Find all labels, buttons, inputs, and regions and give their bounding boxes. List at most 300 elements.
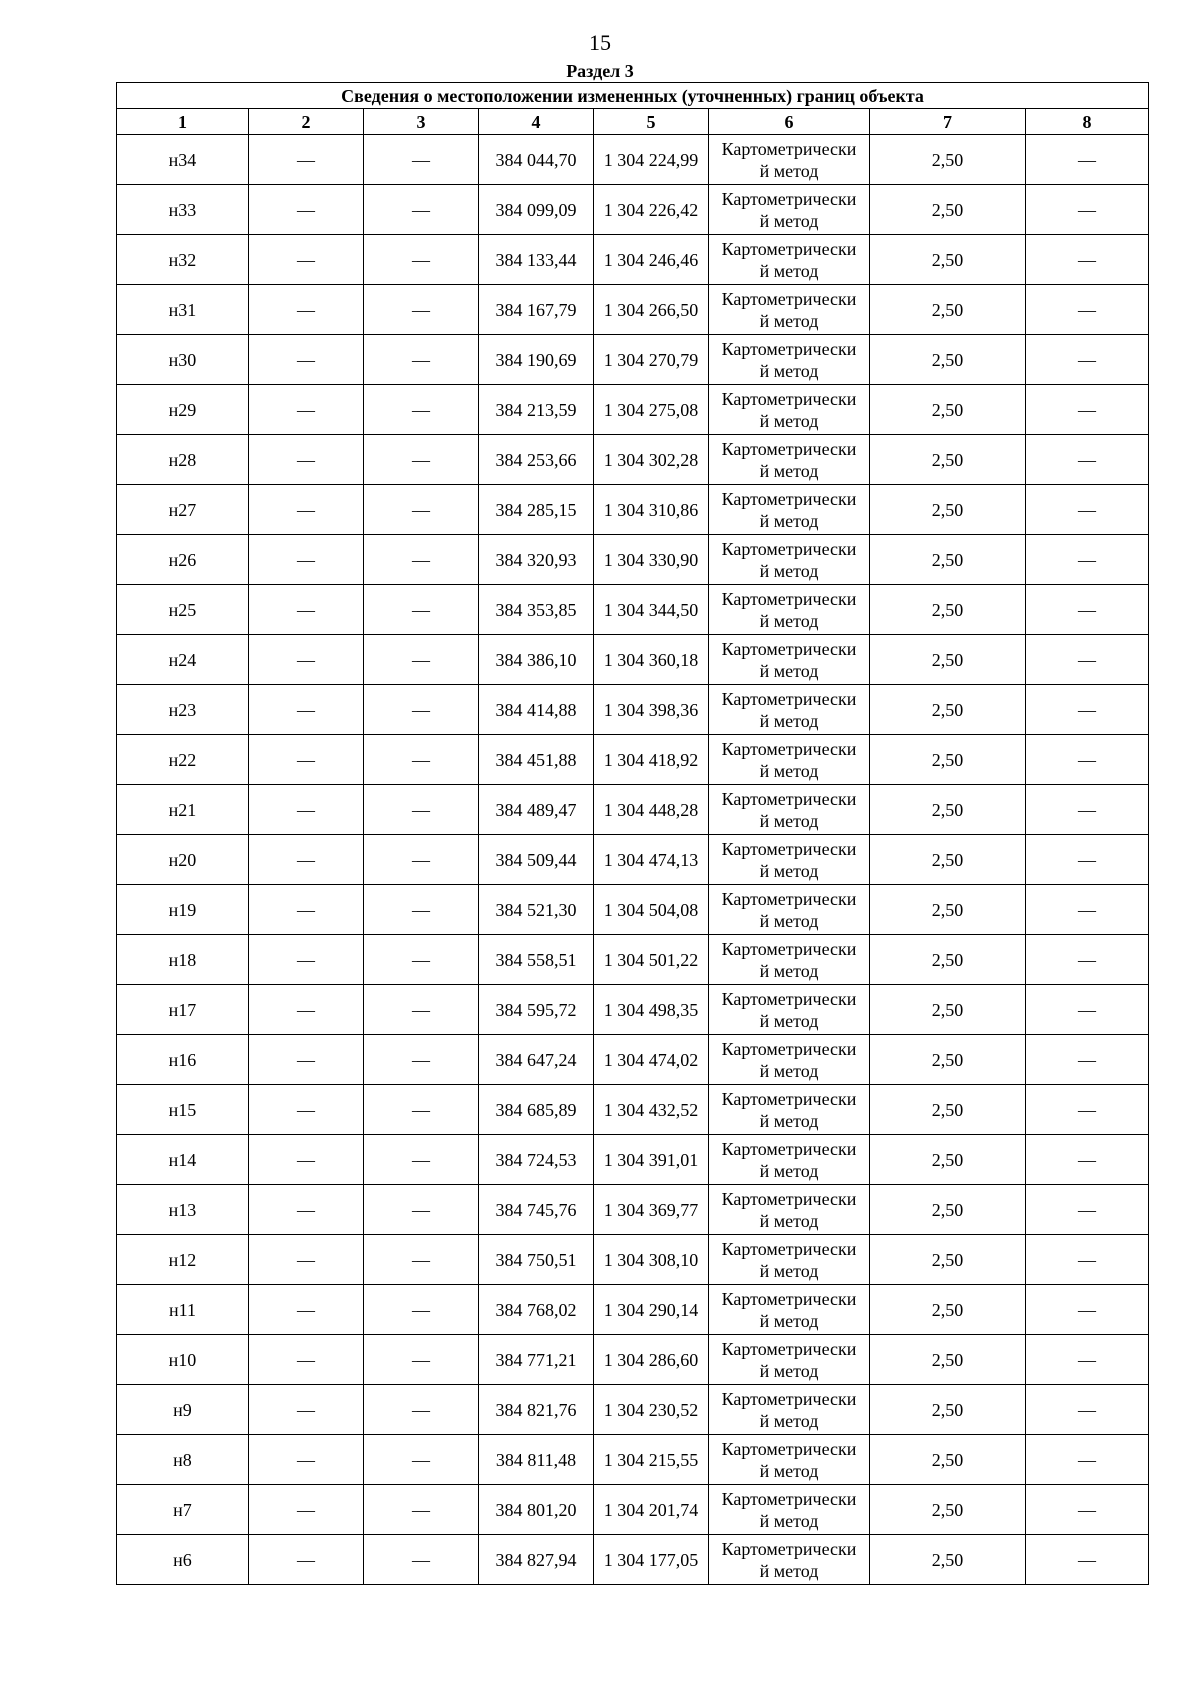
column-2-cell: — — [249, 635, 364, 685]
table-row — [117, 285, 1149, 335]
accuracy-cell: 2,50 — [870, 1385, 1026, 1435]
y-coordinate-cell: 1 304 418,92 — [594, 735, 709, 785]
accuracy-cell: 2,50 — [870, 735, 1026, 785]
y-coordinate-cell: 1 304 504,08 — [594, 885, 709, 935]
x-coordinate-cell: 384 827,94 — [479, 1535, 594, 1585]
x-coordinate-cell: 384 647,24 — [479, 1035, 594, 1085]
method-cell — [709, 635, 870, 685]
point-name-cell: н18 — [117, 935, 249, 985]
accuracy-cell: 2,50 — [870, 1535, 1026, 1585]
y-coordinate-cell: 1 304 398,36 — [594, 685, 709, 735]
method-cell — [709, 1185, 870, 1235]
point-name-cell: н31 — [117, 285, 249, 335]
method-text-line-1: Картометрически — [721, 1488, 857, 1509]
x-coordinate-cell: 384 451,88 — [479, 735, 594, 785]
column-3-cell: — — [364, 685, 479, 735]
column-2-cell: — — [249, 285, 364, 335]
method-text-line-2: й метод — [759, 460, 819, 481]
column-8-cell: — — [1026, 835, 1149, 885]
x-coordinate-cell: 384 386,10 — [479, 635, 594, 685]
method-text-line-1: Картометрически — [721, 238, 857, 259]
method-text-line-2: й метод — [759, 660, 819, 681]
section-title: Раздел 3 — [566, 61, 634, 81]
y-coordinate-cell: 1 304 201,74 — [594, 1485, 709, 1535]
column-2-cell: — — [249, 835, 364, 885]
y-coordinate-cell: 1 304 302,28 — [594, 435, 709, 485]
column-header: 2 — [249, 109, 364, 135]
method-text-line-2: й метод — [759, 560, 819, 581]
column-2-cell: — — [249, 985, 364, 1035]
column-8-cell: — — [1026, 435, 1149, 485]
method-cell — [709, 585, 870, 635]
column-3-cell: — — [364, 1185, 479, 1235]
table-row — [117, 1035, 1149, 1085]
method-text-line-2: й метод — [759, 810, 819, 831]
column-3-cell: — — [364, 635, 479, 685]
accuracy-cell: 2,50 — [870, 685, 1026, 735]
column-2-cell: — — [249, 535, 364, 585]
accuracy-cell: 2,50 — [870, 935, 1026, 985]
method-cell — [709, 835, 870, 885]
column-8-cell: — — [1026, 385, 1149, 435]
accuracy-cell: 2,50 — [870, 235, 1026, 285]
column-2-cell: — — [249, 135, 364, 185]
y-coordinate-cell: 1 304 360,18 — [594, 635, 709, 685]
column-3-cell: — — [364, 1235, 479, 1285]
accuracy-cell: 2,50 — [870, 1035, 1026, 1085]
method-text-line-1: Картометрически — [721, 588, 857, 609]
column-8-cell: — — [1026, 635, 1149, 685]
point-name-cell: н28 — [117, 435, 249, 485]
method-text-line-2: й метод — [759, 960, 819, 981]
method-text-line-2: й метод — [759, 1360, 819, 1381]
method-cell — [709, 385, 870, 435]
method-text-line-2: й метод — [759, 210, 819, 231]
method-cell — [709, 135, 870, 185]
column-8-cell: — — [1026, 285, 1149, 335]
point-name-cell: н32 — [117, 235, 249, 285]
accuracy-cell: 2,50 — [870, 1085, 1026, 1135]
x-coordinate-cell: 384 099,09 — [479, 185, 594, 235]
x-coordinate-cell: 384 811,48 — [479, 1435, 594, 1485]
column-2-cell: — — [249, 385, 364, 435]
x-coordinate-cell: 384 353,85 — [479, 585, 594, 635]
method-text-line-1: Картометрически — [721, 1038, 857, 1059]
method-cell — [709, 735, 870, 785]
column-3-cell: — — [364, 1435, 479, 1485]
point-name-cell: н9 — [117, 1385, 249, 1435]
x-coordinate-cell: 384 320,93 — [479, 535, 594, 585]
point-name-cell: н14 — [117, 1135, 249, 1185]
x-coordinate-cell: 384 190,69 — [479, 335, 594, 385]
column-header: 6 — [709, 109, 870, 135]
column-header: 3 — [364, 109, 479, 135]
table-row — [117, 1185, 1149, 1235]
column-8-cell: — — [1026, 235, 1149, 285]
column-3-cell: — — [364, 435, 479, 485]
method-cell — [709, 235, 870, 285]
column-8-cell: — — [1026, 1485, 1149, 1535]
column-8-cell: — — [1026, 1335, 1149, 1385]
x-coordinate-cell: 384 595,72 — [479, 985, 594, 1035]
column-2-cell: — — [249, 685, 364, 735]
y-coordinate-cell: 1 304 391,01 — [594, 1135, 709, 1185]
point-name-cell: н8 — [117, 1435, 249, 1485]
method-text-line-2: й метод — [759, 510, 819, 531]
column-8-cell: — — [1026, 885, 1149, 935]
column-header: 5 — [594, 109, 709, 135]
x-coordinate-cell: 384 167,79 — [479, 285, 594, 335]
column-3-cell: — — [364, 985, 479, 1035]
table-row — [117, 685, 1149, 735]
column-8-cell: — — [1026, 935, 1149, 985]
x-coordinate-cell: 384 724,53 — [479, 1135, 594, 1185]
column-2-cell: — — [249, 1485, 364, 1535]
x-coordinate-cell: 384 558,51 — [479, 935, 594, 985]
x-coordinate-cell: 384 044,70 — [479, 135, 594, 185]
method-text-line-1: Картометрически — [721, 1538, 857, 1559]
method-cell — [709, 1335, 870, 1385]
method-text-line-2: й метод — [759, 1460, 819, 1481]
column-8-cell: — — [1026, 1035, 1149, 1085]
column-2-cell: — — [249, 1535, 364, 1585]
point-name-cell: н24 — [117, 635, 249, 685]
column-2-cell: — — [249, 785, 364, 835]
column-8-cell: — — [1026, 1385, 1149, 1435]
table-body — [117, 135, 1149, 1585]
accuracy-cell: 2,50 — [870, 835, 1026, 885]
x-coordinate-cell: 384 801,20 — [479, 1485, 594, 1535]
method-text-line-1: Картометрически — [721, 1288, 857, 1309]
table-row — [117, 185, 1149, 235]
method-cell — [709, 1035, 870, 1085]
page-number: 15 — [589, 30, 611, 55]
y-coordinate-cell: 1 304 226,42 — [594, 185, 709, 235]
column-2-cell: — — [249, 1285, 364, 1335]
column-8-cell: — — [1026, 135, 1149, 185]
table-row — [117, 135, 1149, 185]
method-cell — [709, 935, 870, 985]
column-2-cell: — — [249, 485, 364, 535]
point-name-cell: н13 — [117, 1185, 249, 1235]
point-name-cell: н33 — [117, 185, 249, 235]
column-8-cell: — — [1026, 1235, 1149, 1285]
x-coordinate-cell: 384 821,76 — [479, 1385, 594, 1435]
method-cell — [709, 335, 870, 385]
accuracy-cell: 2,50 — [870, 435, 1026, 485]
point-name-cell: н22 — [117, 735, 249, 785]
column-8-cell: — — [1026, 785, 1149, 835]
column-3-cell: — — [364, 335, 479, 385]
point-name-cell: н27 — [117, 485, 249, 535]
point-name-cell: н26 — [117, 535, 249, 585]
y-coordinate-cell: 1 304 474,13 — [594, 835, 709, 885]
column-2-cell: — — [249, 1185, 364, 1235]
column-2-cell: — — [249, 1435, 364, 1485]
column-8-cell: — — [1026, 1535, 1149, 1585]
method-text-line-1: Картометрически — [721, 438, 857, 459]
column-8-cell: — — [1026, 335, 1149, 385]
method-text-line-2: й метод — [759, 310, 819, 331]
method-cell — [709, 885, 870, 935]
table-row — [117, 1335, 1149, 1385]
y-coordinate-cell: 1 304 246,46 — [594, 235, 709, 285]
table-row — [117, 885, 1149, 935]
point-name-cell: н17 — [117, 985, 249, 1035]
column-3-cell: — — [364, 1485, 479, 1535]
method-cell — [709, 985, 870, 1035]
column-2-cell: — — [249, 335, 364, 385]
table-row — [117, 1235, 1149, 1285]
point-name-cell: н16 — [117, 1035, 249, 1085]
point-name-cell: н10 — [117, 1335, 249, 1385]
table-row — [117, 935, 1149, 985]
table-row — [117, 1435, 1149, 1485]
method-text-line-1: Картометрически — [721, 1088, 857, 1109]
method-text-line-2: й метод — [759, 760, 819, 781]
table-row — [117, 1135, 1149, 1185]
column-3-cell: — — [364, 285, 479, 335]
column-header: 8 — [1026, 109, 1149, 135]
method-cell — [709, 785, 870, 835]
y-coordinate-cell: 1 304 344,50 — [594, 585, 709, 635]
column-3-cell: — — [364, 1535, 479, 1585]
table-row — [117, 635, 1149, 685]
column-8-cell: — — [1026, 735, 1149, 785]
method-text-line-1: Картометрически — [721, 1188, 857, 1209]
column-8-cell: — — [1026, 1435, 1149, 1485]
point-name-cell: н15 — [117, 1085, 249, 1135]
method-text-line-1: Картометрически — [721, 1338, 857, 1359]
method-text-line-1: Картометрически — [721, 488, 857, 509]
column-2-cell: — — [249, 735, 364, 785]
column-3-cell: — — [364, 935, 479, 985]
method-text-line-2: й метод — [759, 1260, 819, 1281]
method-text-line-2: й метод — [759, 1210, 819, 1231]
method-text-line-2: й метод — [759, 1160, 819, 1181]
column-2-cell: — — [249, 935, 364, 985]
column-2-cell: — — [249, 1135, 364, 1185]
method-cell — [709, 1085, 870, 1135]
column-3-cell: — — [364, 1385, 479, 1435]
method-text-line-2: й метод — [759, 1410, 819, 1431]
column-3-cell: — — [364, 485, 479, 535]
x-coordinate-cell: 384 489,47 — [479, 785, 594, 835]
column-3-cell: — — [364, 1285, 479, 1335]
column-2-cell: — — [249, 885, 364, 935]
table-row — [117, 1285, 1149, 1335]
method-text-line-1: Картометрически — [721, 1238, 857, 1259]
method-cell — [709, 685, 870, 735]
column-8-cell: — — [1026, 1085, 1149, 1135]
table-row — [117, 985, 1149, 1035]
table-row — [117, 735, 1149, 785]
column-2-cell: — — [249, 185, 364, 235]
table-row — [117, 785, 1149, 835]
method-text-line-1: Картометрически — [721, 638, 857, 659]
column-3-cell: — — [364, 1035, 479, 1085]
x-coordinate-cell: 384 768,02 — [479, 1285, 594, 1335]
y-coordinate-cell: 1 304 286,60 — [594, 1335, 709, 1385]
column-3-cell: — — [364, 535, 479, 585]
point-name-cell: н6 — [117, 1535, 249, 1585]
y-coordinate-cell: 1 304 474,02 — [594, 1035, 709, 1085]
method-cell — [709, 1135, 870, 1185]
table-row — [117, 535, 1149, 585]
y-coordinate-cell: 1 304 275,08 — [594, 385, 709, 435]
method-cell — [709, 1535, 870, 1585]
accuracy-cell: 2,50 — [870, 985, 1026, 1035]
column-2-cell: — — [249, 1035, 364, 1085]
y-coordinate-cell: 1 304 177,05 — [594, 1535, 709, 1585]
accuracy-cell: 2,50 — [870, 1135, 1026, 1185]
table-row — [117, 435, 1149, 485]
x-coordinate-cell: 384 285,15 — [479, 485, 594, 535]
accuracy-cell: 2,50 — [870, 335, 1026, 385]
y-coordinate-cell: 1 304 224,99 — [594, 135, 709, 185]
column-3-cell: — — [364, 135, 479, 185]
method-text-line-1: Картометрически — [721, 188, 857, 209]
method-text-line-2: й метод — [759, 160, 819, 181]
y-coordinate-cell: 1 304 270,79 — [594, 335, 709, 385]
y-coordinate-cell: 1 304 448,28 — [594, 785, 709, 835]
table-row — [117, 835, 1149, 885]
method-text-line-1: Картометрически — [721, 838, 857, 859]
column-3-cell: — — [364, 385, 479, 435]
point-name-cell: н30 — [117, 335, 249, 385]
column-header: 1 — [117, 109, 249, 135]
accuracy-cell: 2,50 — [870, 785, 1026, 835]
column-8-cell: — — [1026, 1285, 1149, 1335]
x-coordinate-cell: 384 414,88 — [479, 685, 594, 735]
table-row — [117, 385, 1149, 435]
method-cell — [709, 1285, 870, 1335]
column-3-cell: — — [364, 835, 479, 885]
method-cell — [709, 535, 870, 585]
method-text-line-1: Картометрически — [721, 288, 857, 309]
x-coordinate-cell: 384 771,21 — [479, 1335, 594, 1385]
point-name-cell: н7 — [117, 1485, 249, 1535]
y-coordinate-cell: 1 304 310,86 — [594, 485, 709, 535]
column-8-cell: — — [1026, 685, 1149, 735]
column-3-cell: — — [364, 735, 479, 785]
column-2-cell: — — [249, 1085, 364, 1135]
method-text-line-2: й метод — [759, 1310, 819, 1331]
accuracy-cell: 2,50 — [870, 1185, 1026, 1235]
method-cell — [709, 1385, 870, 1435]
point-name-cell: н34 — [117, 135, 249, 185]
column-3-cell: — — [364, 235, 479, 285]
accuracy-cell: 2,50 — [870, 285, 1026, 335]
y-coordinate-cell: 1 304 308,10 — [594, 1235, 709, 1285]
table-row — [117, 235, 1149, 285]
y-coordinate-cell: 1 304 290,14 — [594, 1285, 709, 1335]
column-8-cell: — — [1026, 585, 1149, 635]
method-text-line-2: й метод — [759, 1510, 819, 1531]
x-coordinate-cell: 384 745,76 — [479, 1185, 594, 1235]
column-2-cell: — — [249, 585, 364, 635]
accuracy-cell: 2,50 — [870, 585, 1026, 635]
column-header: 7 — [870, 109, 1026, 135]
method-text-line-1: Картометрически — [721, 538, 857, 559]
x-coordinate-cell: 384 133,44 — [479, 235, 594, 285]
point-name-cell: н21 — [117, 785, 249, 835]
method-text-line-1: Картометрически — [721, 788, 857, 809]
table-row — [117, 485, 1149, 535]
point-name-cell: н12 — [117, 1235, 249, 1285]
x-coordinate-cell: 384 213,59 — [479, 385, 594, 435]
x-coordinate-cell: 384 253,66 — [479, 435, 594, 485]
point-name-cell: н11 — [117, 1285, 249, 1335]
method-text-line-2: й метод — [759, 1560, 819, 1581]
column-2-cell: — — [249, 1385, 364, 1435]
y-coordinate-cell: 1 304 498,35 — [594, 985, 709, 1035]
column-8-cell: — — [1026, 1185, 1149, 1235]
point-name-cell: н19 — [117, 885, 249, 935]
method-text-line-2: й метод — [759, 260, 819, 281]
method-text-line-1: Картометрически — [721, 988, 857, 1009]
column-8-cell: — — [1026, 1135, 1149, 1185]
point-name-cell: н25 — [117, 585, 249, 635]
method-text-line-1: Картометрически — [721, 888, 857, 909]
coordinates-table — [116, 82, 1149, 1585]
method-text-line-2: й метод — [759, 610, 819, 631]
method-text-line-1: Картометрически — [721, 688, 857, 709]
method-text-line-1: Картометрически — [721, 338, 857, 359]
column-2-cell: — — [249, 235, 364, 285]
method-text-line-1: Картометрически — [721, 388, 857, 409]
table-row — [117, 1085, 1149, 1135]
method-cell — [709, 285, 870, 335]
point-name-cell: н20 — [117, 835, 249, 885]
y-coordinate-cell: 1 304 266,50 — [594, 285, 709, 335]
method-text-line-1: Картометрически — [721, 938, 857, 959]
accuracy-cell: 2,50 — [870, 535, 1026, 585]
method-text-line-1: Картометрически — [721, 1388, 857, 1409]
method-text-line-2: й метод — [759, 910, 819, 931]
y-coordinate-cell: 1 304 432,52 — [594, 1085, 709, 1135]
accuracy-cell: 2,50 — [870, 185, 1026, 235]
method-text-line-1: Картометрически — [721, 1138, 857, 1159]
column-3-cell: — — [364, 785, 479, 835]
y-coordinate-cell: 1 304 369,77 — [594, 1185, 709, 1235]
method-text-line-2: й метод — [759, 860, 819, 881]
method-cell — [709, 1435, 870, 1485]
y-coordinate-cell: 1 304 215,55 — [594, 1435, 709, 1485]
column-2-cell: — — [249, 1235, 364, 1285]
column-8-cell: — — [1026, 535, 1149, 585]
method-cell — [709, 485, 870, 535]
column-8-cell: — — [1026, 185, 1149, 235]
accuracy-cell: 2,50 — [870, 885, 1026, 935]
column-2-cell: — — [249, 435, 364, 485]
column-3-cell: — — [364, 1335, 479, 1385]
accuracy-cell: 2,50 — [870, 1285, 1026, 1335]
y-coordinate-cell: 1 304 230,52 — [594, 1385, 709, 1435]
method-cell — [709, 435, 870, 485]
column-number-row — [117, 109, 1149, 135]
method-text-line-2: й метод — [759, 410, 819, 431]
column-header: 4 — [479, 109, 594, 135]
method-cell — [709, 185, 870, 235]
point-name-cell: н23 — [117, 685, 249, 735]
y-coordinate-cell: 1 304 330,90 — [594, 535, 709, 585]
column-3-cell: — — [364, 1085, 479, 1135]
column-8-cell: — — [1026, 985, 1149, 1035]
accuracy-cell: 2,50 — [870, 135, 1026, 185]
column-3-cell: — — [364, 185, 479, 235]
method-text-line-1: Картометрически — [721, 1438, 857, 1459]
